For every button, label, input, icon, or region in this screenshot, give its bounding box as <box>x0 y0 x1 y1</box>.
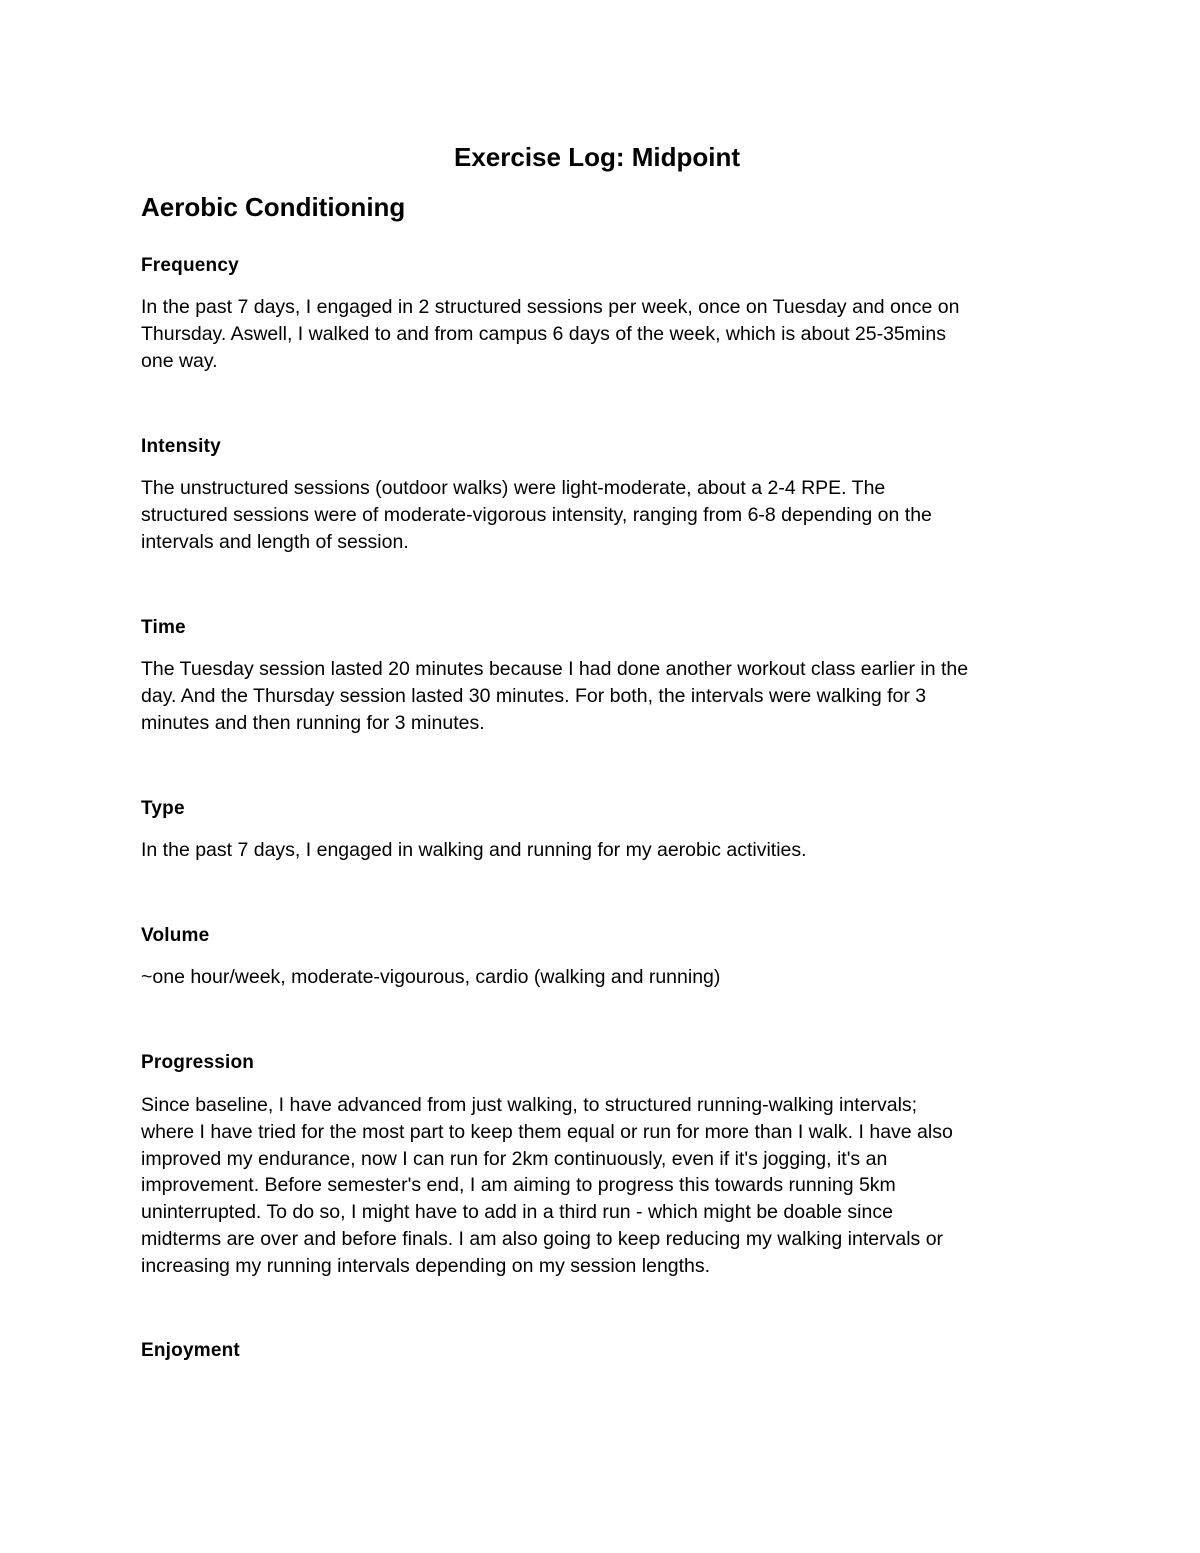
subsection-heading-frequency: Frequency <box>141 255 239 276</box>
subsection-body-time: The Tuesday session lasted 20 minutes because I had done another workout class earlier in the day. And the Thursday session lasted 30 minutes. For both, the intervals were walking for 3 minutes and then running for 3 minutes. <box>141 658 969 734</box>
subsection-body-intensity: The unstructured sessions (outdoor walks) were light-moderate, about a 2-4 RPE. The structured sessions were of moderate-vigorous intensity, ranging from 6-8 depending on the intervals and length of session. <box>141 477 932 553</box>
document-title: Exercise Log: Midpoint <box>453 142 741 172</box>
subsection-body-volume: ~one hour/week, moderate-vigourous, cardio (walking and running) <box>141 966 721 988</box>
subsection-heading-intensity: Intensity <box>141 436 221 457</box>
subsection-heading-progression: Progression <box>141 1052 255 1073</box>
subsection-heading-type: Type <box>141 798 185 819</box>
subsection-body-frequency: In the past 7 days, I engaged in 2 structured sessions per week, once on Tuesday and once on Thursday. Aswell, I walked to and from campus 6 days of the week, which is about 25-35mins one way. <box>141 296 960 372</box>
subsection-heading-time: Time <box>141 617 186 638</box>
subsection-body-progression: Since baseline, I have advanced from just walking, to structured running-walking intervals; where I have tried for the most part to keep them equal or run for more than I walk. I have also improved my endurance, now I can run for 2km continuously, even if it's jogging, it's an improvement. Before semester's end, I am aiming to progress this towards running 5km uninterrupted. To do so, I might have to add in a third run - which might be doable since midterms are over and before finals. I am also going to keep reducing my walking intervals or increasing my running intervals depending on my session lengths. <box>141 1094 953 1277</box>
subsection-body-type: In the past 7 days, I engaged in walking and running for my aerobic activities. <box>141 839 807 861</box>
subsection-heading-volume: Volume <box>141 925 210 946</box>
section-heading: Aerobic Conditioning <box>141 192 406 222</box>
subsection-heading-enjoyment: Enjoyment <box>141 1340 240 1361</box>
